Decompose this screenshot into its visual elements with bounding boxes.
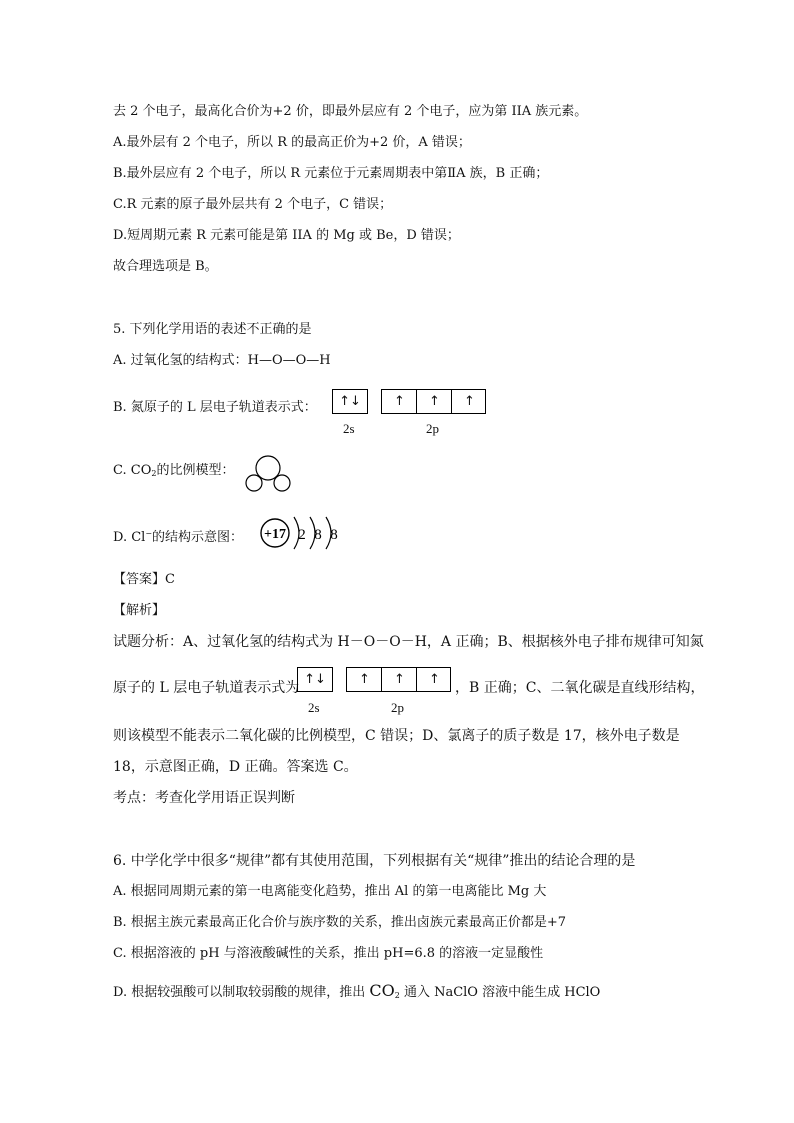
- analysis-orbital-2s-box: [297, 667, 333, 692]
- orbital-2p-box: [381, 389, 486, 414]
- analysis-orbital-2p-box: [346, 667, 451, 692]
- q5-option-b: B. 氮原子的 L 层电子轨道表示式：: [113, 400, 317, 415]
- q5-option-c-post: 的比例模型：: [156, 463, 235, 478]
- q5-option-c-pre: C. CO: [113, 463, 152, 478]
- orbital-2p-arrow-3: ↑: [464, 394, 475, 409]
- q5-kaodian: 考点：考查化学用语正误判断: [113, 790, 295, 806]
- q5-analysis-line-4: 18，示意图正确，D 正确。答案选 C。: [113, 759, 358, 775]
- q6-option-a: A. 根据同周期元素的第一电离能变化趋势，推出 Al 的第一电离能比 Mg 大: [113, 884, 547, 899]
- q5-analysis-line-2-pre: 原子的 L 层电子轨道表示式为: [113, 680, 300, 696]
- intro-line-b: B.最外层应有 2 个电子，所以 R 元素位于元素周期表中第ⅡA 族，B 正确；: [113, 166, 549, 181]
- q5-analysis-title: 【解析】: [113, 603, 166, 618]
- orbital-2p-label: 2p: [426, 421, 439, 436]
- co2-model-diagram: [242, 454, 294, 494]
- analysis-orbital-2p-arrow-2: ↑: [394, 672, 405, 687]
- cl-nucleus: +17: [264, 527, 286, 542]
- q6-option-c: C. 根据溶液的 pH 与溶液酸碱性的关系，推出 pH=6.8 的溶液一定显酸性: [113, 946, 544, 961]
- q5-option-d-pre: D. Cl: [113, 530, 146, 545]
- cl-shell-2: 8: [314, 527, 322, 543]
- q5-option-c-sub: 2: [151, 469, 157, 478]
- orbital-2s-label: 2s: [343, 421, 355, 436]
- q5-option-d-sup: −: [145, 529, 153, 538]
- q6-option-d: [113, 982, 600, 1005]
- intro-line-a: A.最外层有 2 个电子，所以 R 的最高正价为+2 价，A 错误；: [113, 135, 471, 150]
- cl-shell-3: 8: [330, 527, 338, 543]
- orbital-2s-arrows: ↑↓: [339, 394, 361, 409]
- q6-stem: 6. 中学化学中很多“规律”都有其使用范围，下列根据有关“规律”推出的结论合理的是: [113, 853, 636, 869]
- q5-analysis-line-2-post: ，B 正确；C、二氧化碳是直线形结构，: [455, 680, 705, 696]
- orbital-2p-arrow-1: ↑: [394, 394, 405, 409]
- orbital-2s-box: [332, 389, 368, 414]
- q6-option-d-pre: D. 根据较强酸可以制取较弱酸的规律，推出: [113, 985, 370, 1000]
- intro-line-1: 去 2 个电子，最高化合价为+2 价，即最外层应有 2 个电子，应为第 IIA 族元素。: [113, 104, 588, 119]
- intro-line-d: D.短周期元素 R 元素可能是第 IIA 的 Mg 或 Be，D 错误；: [113, 228, 460, 243]
- q6-option-b: B. 根据主族元素最高正化合价与族序数的关系，推出卤族元素最高正价都是+7: [113, 915, 566, 930]
- q6-option-d-sub: 2: [394, 991, 400, 1000]
- q5-option-d-post: 的结构示意图：: [152, 530, 244, 545]
- intro-line-conclusion: 故合理选项是 B。: [113, 259, 218, 274]
- analysis-orbital-2s-label: 2s: [308, 700, 320, 715]
- cl-shell-1: 2: [298, 527, 306, 543]
- q5-answer: 【答案】C: [113, 572, 175, 587]
- q6-option-d-post: 通入 NaClO 溶液中能生成 HClO: [399, 985, 601, 1000]
- cl-structure-diagram: [258, 512, 344, 554]
- q5-option-c: [113, 462, 234, 483]
- q5-option-a: A. 过氧化氢的结构式：H—O—O—H: [113, 353, 331, 368]
- analysis-orbital-2p-label: 2p: [391, 700, 404, 715]
- q6-option-d-co: CO: [369, 981, 395, 1000]
- analysis-orbital-2p-arrow-3: ↑: [429, 672, 440, 687]
- orbital-2p-arrow-2: ↑: [429, 394, 440, 409]
- q5-analysis-line-3: 则该模型不能表示二氧化碳的比例模型，C 错误；D、氯离子的质子数是 17，核外电子数是: [113, 728, 680, 744]
- q5-stem: 5. 下列化学用语的表述不正确的是: [113, 322, 312, 337]
- q5-option-d: [113, 525, 243, 547]
- q5-analysis-line-1: 试题分析：A、过氧化氢的结构式为 H－O－O－H，A 正确；B、根据核外电子排布规律可知氮: [113, 634, 704, 650]
- analysis-orbital-2s-arrows: ↑↓: [304, 672, 326, 687]
- intro-line-c: C.R 元素的原子最外层共有 2 个电子，C 错误；: [113, 197, 393, 212]
- analysis-orbital-2p-arrow-1: ↑: [359, 672, 370, 687]
